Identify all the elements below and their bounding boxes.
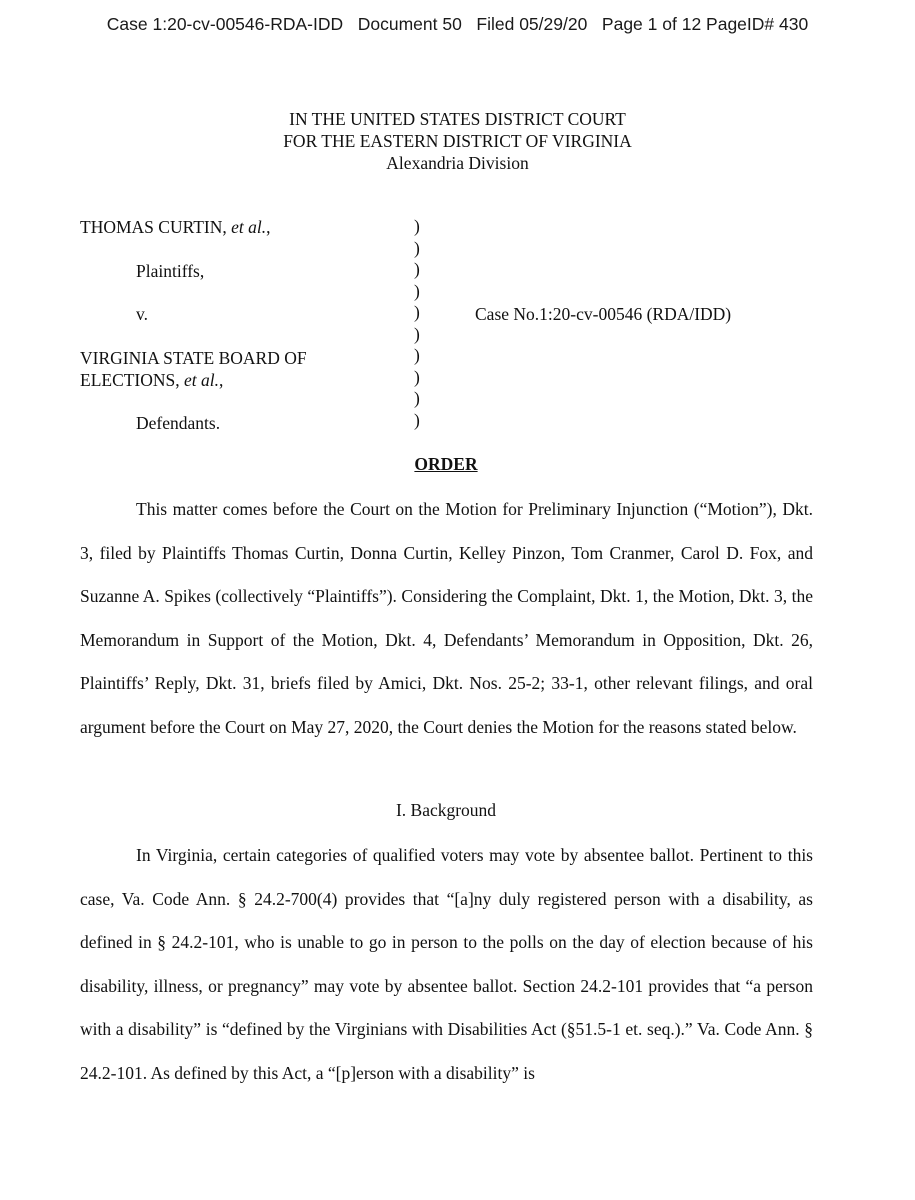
versus-label: v. — [136, 304, 148, 324]
header-page-id: PageID# 430 — [706, 14, 809, 34]
header-case-number: Case 1:20-cv-00546-RDA-IDD — [106, 14, 344, 34]
defendant-comma: , — [219, 370, 224, 390]
plaintiffs-label: Plaintiffs, — [136, 261, 205, 281]
caption-paren: ) — [414, 323, 420, 344]
header-filed-date: Filed 05/29/20 — [476, 14, 588, 34]
order-title: ORDER — [414, 454, 478, 474]
section-heading-background: I. Background — [395, 800, 497, 820]
caption-paren: ) — [414, 366, 420, 387]
caption-paren: ) — [414, 259, 420, 279]
case-number: Case No.1:20-cv-00546 (RDA/IDD) — [475, 304, 732, 324]
caption-paren: ) — [414, 216, 420, 236]
plaintiff-party-name — [80, 216, 270, 238]
defendant-party-name-line2 — [80, 369, 223, 391]
plaintiff-et-al: et al. — [231, 217, 267, 237]
caption-paren: ) — [414, 302, 420, 322]
caption-paren: ) — [414, 345, 420, 365]
header-page-count: Page 1 of 12 — [601, 14, 702, 34]
court-name-line: IN THE UNITED STATES DISTRICT COURT — [289, 109, 626, 129]
court-division-line: Alexandria Division — [386, 153, 529, 173]
header-document-number: Document 50 — [357, 14, 462, 34]
defendant-party-name-line1: VIRGINIA STATE BOARD OF — [80, 348, 307, 368]
defendants-label: Defendants. — [136, 413, 221, 433]
caption-parenthesis-column — [414, 216, 420, 431]
plaintiff-name-text: THOMAS CURTIN, — [80, 217, 227, 237]
order-paragraph-intro: This matter comes before the Court on the Motion for Preliminary Injunction (“Motion”), Dkt. 3, filed by Plaintiffs Thomas Curtin, Donna Curtin, Kelley Pinzon, Tom Cranmer, Carol D. Fox, and Suzanne A. Spikes (collectively “Plaintiffs”). Considering the Complaint, Dkt. 1, the Motion, Dkt. 3, the Memorandum in Support of the Motion, Dkt. 4, Defendants’ Memorandum in Opposition, Dkt. 26, Plaintiffs’ Reply, Dkt. 31, briefs filed by Amici, Dkt. Nos. 25-2; 33-1, other relevant filings, and oral argument before the Court on May 27, 2020, the Court denies the Motion for the reasons stated below. — [80, 499, 813, 737]
caption-paren: ) — [414, 409, 420, 430]
caption-paren: ) — [414, 388, 420, 408]
plaintiff-comma: , — [266, 217, 271, 237]
defendant-et-al: et al. — [184, 370, 220, 390]
background-paragraph: In Virginia, certain categories of qualified voters may vote by absentee ballot. Pertinent to this case, Va. Code Ann. § 24.2-700(4) provides that “[a]ny duly registered person with a disability, as defined in § 24.2-101, who is unable to go in person to the polls on the day of election because of his disability, illness, or pregnancy” may vote by absentee ballot. Section 24.2-101 provides that “a person with a disability” is “defined by the Virginians with Disabilities Act (§51.5-1 et. seq.).” Va. Code Ann. § 24.2-101. As defined by this Act, a “[p]erson with a disability” is — [80, 845, 813, 1083]
filing-header — [0, 14, 915, 35]
defendant-name-text: ELECTIONS, — [80, 370, 180, 390]
court-heading — [0, 108, 915, 174]
caption-paren: ) — [414, 280, 420, 301]
court-district-line: FOR THE EASTERN DISTRICT OF VIRGINIA — [283, 131, 632, 151]
caption-paren: ) — [414, 237, 420, 258]
